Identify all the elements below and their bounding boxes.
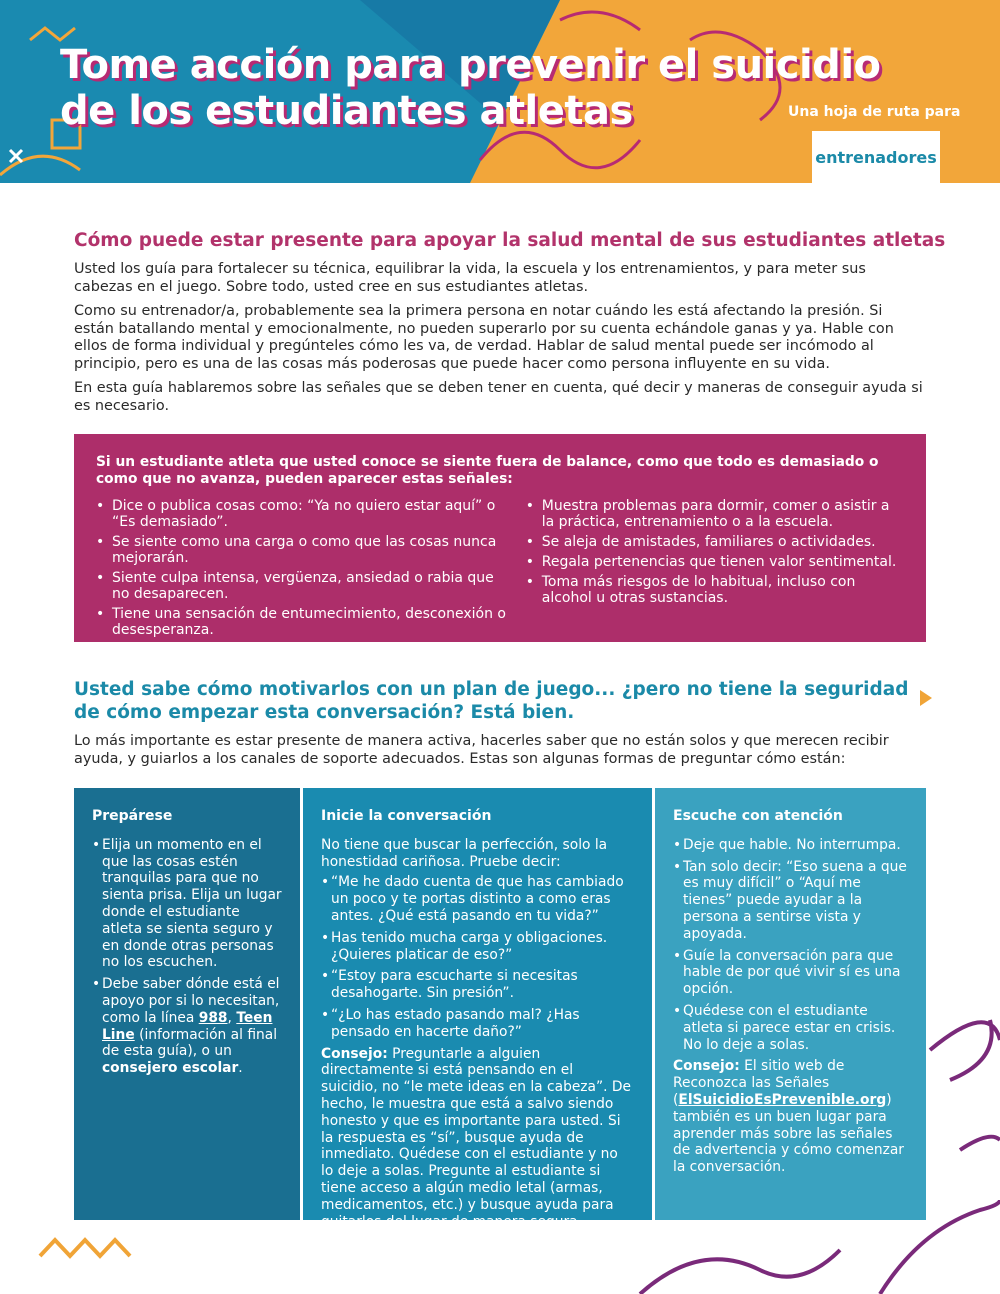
list-item: • Quédese con el estudiante atleta si parece estar en crisis. No lo deje a solas.	[673, 1003, 908, 1053]
list-item: • Tan solo decir: “Eso suena a que es muy difícil” o “Aquí me tienes” puede ayudar a la persona a sentirse vista y apoyada.	[673, 859, 908, 943]
audience-badge	[812, 131, 940, 183]
warning-signs-left	[96, 498, 508, 642]
text-span: (información al final de esta guía), o un	[102, 1026, 278, 1060]
audience-label: entrenadores	[815, 148, 937, 167]
tip-text: El sitio web de Reconozca las Señales (	[673, 1058, 845, 1108]
tip-text: ) también es un buen lugar para aprender más sobre las señales de advertencia y cómo comenzar la conversación.	[673, 1091, 904, 1176]
text-span: .	[238, 1060, 243, 1077]
section1-paragraph-1: Usted los guía para fortalecer su técnica, equilibrar la vida, la escuela y los entrenamientos, y para meter sus cabezas en el juego. Sobre todo, usted cree en sus estudiantes atletas.	[74, 261, 866, 295]
link-teen-line[interactable]: Teen Line	[102, 1009, 273, 1043]
list-item: • Se siente como una carga o como que las cosas nunca mejorarán.	[96, 534, 508, 566]
list-item	[92, 976, 282, 1077]
list-item: • Muestra problemas para dormir, comer o asistir a la práctica, entrenamiento o a la escuela.	[526, 498, 904, 530]
list-item: • Deje que hable. No interrumpa.	[673, 837, 908, 854]
section1-paragraph-2: Como su entrenador/a, probablemente sea la primera persona en notar cuándo les está afectando la presión. Si están batallando mental y emocionalmente, no pueden superarlo por su cuenta echándole ganas y ya. Hable con ellos de forma individual y pregúnteles cómo les va, de verdad. Hablar de salud mental puede ser incómodo al principio, pero es una de las cosas más poderosas que puede hacer como persona influyente en su vida.	[74, 303, 894, 372]
tip-label: Consejo:	[673, 1058, 740, 1075]
step-listen-heading: Escuche con atención	[673, 808, 843, 824]
tip-label: Consejo:	[321, 1045, 388, 1062]
step-prepare	[74, 788, 300, 1220]
page-title: Tome acción para prevenir el suicidio de los estudiantes atletas	[60, 42, 881, 134]
step-start-intro: No tiene que buscar la perfección, solo la honestidad cariñosa. Pruebe decir:	[321, 836, 608, 870]
list-item: • Tiene una sensación de entumecimiento, desconexión o desesperanza.	[96, 606, 508, 638]
text-span: ,	[227, 1009, 237, 1026]
play-arrow-icon	[920, 690, 932, 706]
list-item: • Toma más riesgos de lo habitual, incluso con alcohol u otras sustancias.	[526, 574, 904, 606]
list-item: • “Estoy para escucharte si necesitas desahogarte. Sin presión”.	[321, 968, 634, 1002]
step-listen	[652, 788, 926, 1220]
section2-title: Usted sabe cómo motivarlos con un plan de juego... ¿pero no tiene la seguridad de cómo empezar esta conversación? Está bien.	[74, 679, 909, 723]
list-item: • “Me he dado cuenta de que has cambiado un poco y te portas distinto a como eras antes. ¿Qué está pasando en tu vida?”	[321, 874, 634, 924]
section1-paragraph-3: En esta guía hablaremos sobre las señales que se deben tener en cuenta, qué decir y maneras de conseguir ayuda si es necesario.	[74, 380, 923, 414]
tip-text: Preguntarle a alguien directamente si está pensando en el suicidio, no “le mete ideas en la cabeza”. De hecho, le muestra que está a salvo siendo honesto y que es importante para usted. Si la respuesta es “sí”, busque ayuda de inmediato. Quédese con el estudiante y no lo deje a solas. Pregunte al estudiante si tiene acceso a algún medio letal (armas, medicamentos, etc.) y busque ayuda para quitarlos del lugar de manera segura.	[321, 1045, 632, 1230]
section2-paragraph: Lo más importante es estar presente de manera activa, hacerles saber que no están solos y que merecen recibir ayuda, y guiarlos a los canales de soporte adecuados. Estas son algunas formas de preguntar cómo están:	[74, 733, 889, 767]
step-listen-tip	[673, 1058, 908, 1176]
step-start-tip	[321, 1046, 634, 1231]
warning-signs-box	[74, 434, 926, 642]
conversation-steps	[74, 788, 926, 1230]
list-item: • Se aleja de amistades, familiares o actividades.	[526, 534, 904, 550]
link-988[interactable]: 988	[198, 1009, 228, 1026]
link-suicide-prevention-site[interactable]: ElSuicidioEsPrevenible.org	[678, 1091, 887, 1108]
zigzag-icon	[40, 1240, 130, 1256]
text-span: Debe saber dónde está el apoyo por si lo necesitan, como la línea	[102, 976, 280, 1026]
step-prepare-heading: Prepárese	[92, 808, 173, 824]
page-subtitle: Una hoja de ruta para	[788, 104, 961, 120]
list-item: • Guíe la conversación para que hable de por qué vivir sí es una opción.	[673, 948, 908, 998]
warning-intro: Si un estudiante atleta que usted conoce se siente fuera de balance, como que todo es demasiado o como que no avanza, pueden aparecer estas señales:	[96, 454, 879, 487]
list-item: • “¿Lo has estado pasando mal? ¿Has pensado en hacerte daño?”	[321, 1007, 634, 1041]
header-banner	[0, 0, 1000, 183]
step-start	[300, 788, 652, 1230]
list-item: • Elija un momento en el que las cosas estén tranquilas para que no sienta prisa. Elija un lugar donde el estudiante atleta se sienta seguro y en donde otras personas no los escuchen.	[92, 837, 282, 971]
school-counselor-text: consejero escolar	[102, 1060, 239, 1077]
section1-title: Cómo puede estar presente para apoyar la salud mental de sus estudiantes atletas	[74, 230, 946, 251]
warning-signs-right	[508, 498, 904, 642]
list-item: • Has tenido mucha carga y obligaciones. ¿Quieres platicar de eso?”	[321, 930, 634, 964]
list-item: • Siente culpa intensa, vergüenza, ansiedad o rabia que no desaparecen.	[96, 570, 508, 602]
list-item: • Dice o publica cosas como: “Ya no quiero estar aquí” o “Es demasiado”.	[96, 498, 508, 530]
step-start-heading: Inicie la conversación	[321, 808, 492, 824]
list-item: • Regala pertenencias que tienen valor sentimental.	[526, 554, 904, 570]
